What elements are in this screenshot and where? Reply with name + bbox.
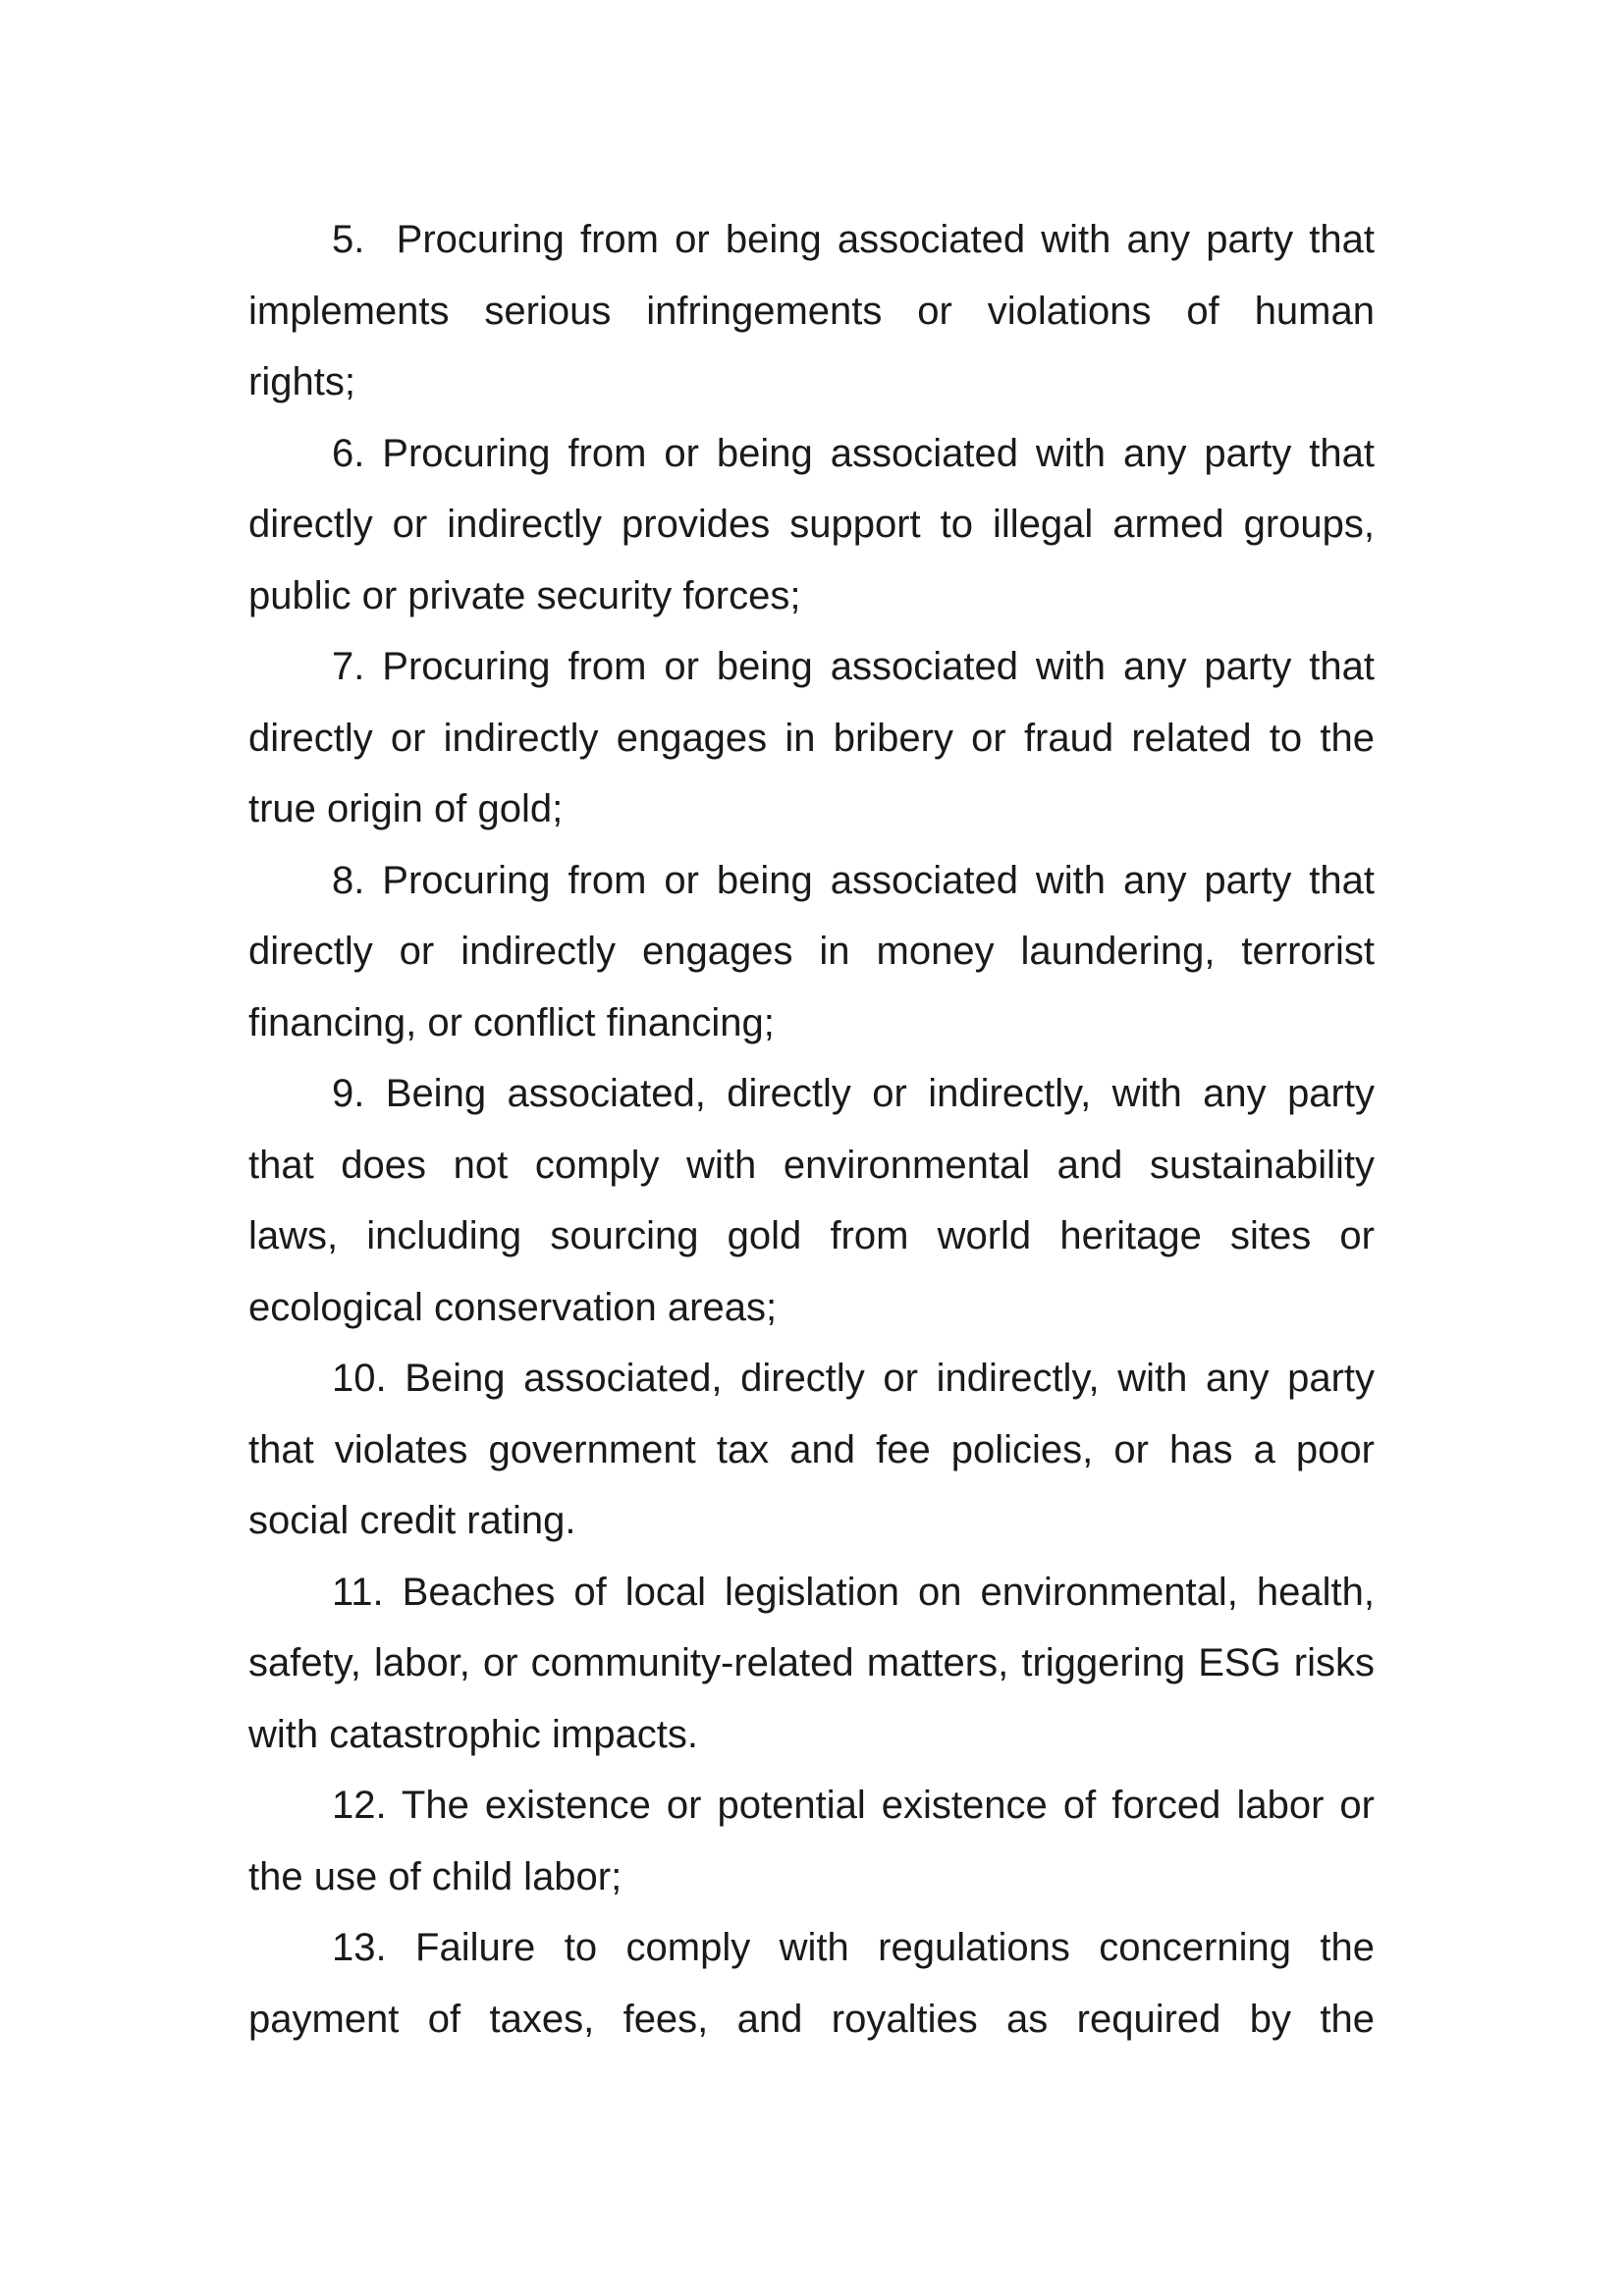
document-line: financing, or conflict financing; [248,1000,775,1044]
document-text [248,204,1375,2055]
document-line: 10. Being associated, directly or indirectly, with any party [332,1357,1375,1400]
list-item-8 [248,845,1375,1059]
list-item-11 [248,1557,1375,1771]
document-line: 9. Being associated, directly or indirectly, with any party [332,1072,1375,1115]
document-line: rights; [248,360,355,403]
document-line: directly or indirectly engages in bribery or fraud related to the [248,716,1375,760]
document-line: 7. Procuring from or being associated with any party that [332,645,1375,688]
document-line: laws, including sourcing gold from world heritage sites or [248,1214,1375,1257]
document-line: 5. Procuring from or being associated with any party that [332,218,1375,261]
document-line: payment of taxes, fees, and royalties as required by the [248,1997,1375,2041]
document-line: directly or indirectly engages in money laundering, terrorist [248,930,1375,973]
list-item-13 [248,1912,1375,2055]
document-line: implements serious infringements or violations of human [248,289,1375,333]
document-line: 6. Procuring from or being associated with any party that [332,431,1375,475]
document-line: true origin of gold; [248,787,564,830]
list-item-7 [248,631,1375,845]
document-line: 12. The existence or potential existence of forced labor or [332,1784,1375,1827]
document-line: the use of child labor; [248,1854,623,1898]
list-item-9 [248,1058,1375,1343]
document-line: that violates government tax and fee policies, or has a poor [248,1427,1375,1471]
list-item-12 [248,1770,1375,1912]
document-line: 8. Procuring from or being associated with any party that [332,858,1375,902]
document-line: social credit rating. [248,1499,576,1542]
document-line: 13. Failure to comply with regulations concerning the [332,1926,1375,1969]
document-line: public or private security forces; [248,573,801,617]
list-item-10 [248,1343,1375,1557]
document-line: safety, labor, or community-related matters, triggering ESG risks [248,1641,1375,1684]
document-line: with catastrophic impacts. [248,1712,698,1756]
document-line: 11. Beaches of local legislation on environmental, health, [332,1570,1375,1614]
list-item-5 [248,204,1375,418]
document-line: directly or indirectly provides support to illegal armed groups, [248,503,1375,546]
list-item-6 [248,418,1375,632]
document-line: that does not comply with environmental and sustainability [248,1143,1375,1187]
document-line: ecological conservation areas; [248,1285,778,1329]
